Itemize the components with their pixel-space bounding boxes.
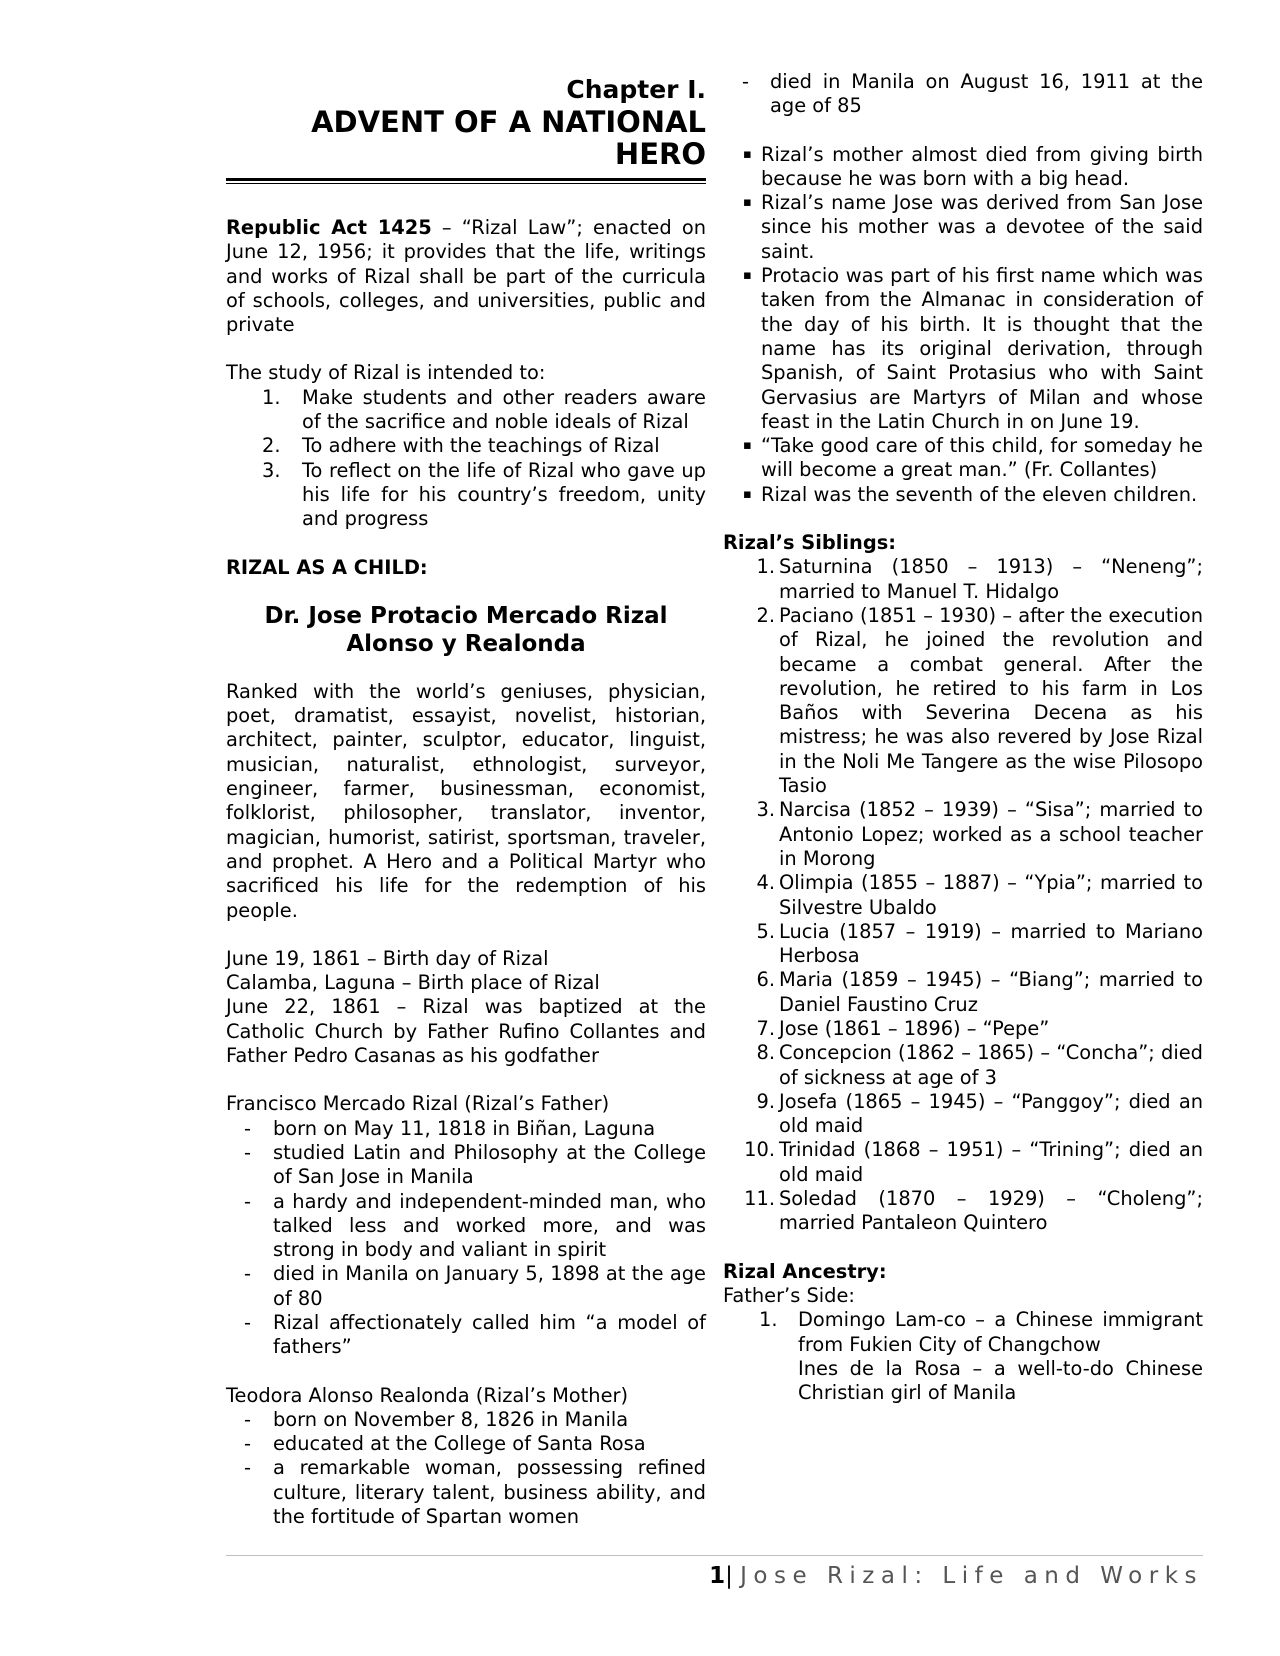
list-text: Olimpia (1855 – 1887) – “Ypia”; married to Silvestre Ubaldo [779, 871, 1203, 919]
footer-separator: | [725, 1563, 733, 1589]
list-text: educated at the College of Santa Rosa [273, 1432, 646, 1456]
list-number: 7. [756, 1016, 775, 1040]
list-item [723, 798, 1203, 871]
list-text: Rizal was the seventh of the eleven children. [761, 482, 1198, 506]
list-number: 3. [262, 458, 281, 482]
list-item: - born on November 8, 1826 in Manila [244, 1407, 629, 1431]
mother-list-continued [723, 70, 1203, 119]
list-item [226, 459, 706, 532]
ancestry-list [723, 1308, 1203, 1405]
siblings-list [723, 555, 1203, 1235]
mother-heading: Teodora Alonso Realonda (Rizal’s Mother) [226, 1383, 629, 1407]
list-number: 1. [262, 385, 281, 409]
list-item: ▪ Rizal was the seventh of the eleven children. [743, 482, 1198, 506]
list-text: Protacio was part of his first name which was taken from the Almanac in consideration of the day of his birth. It is thought that the name has its original derivation, through Spanish, of Saint Protasius who with Saint Gervasius are Martyrs of Milan and whose feast in the Latin Church in on June 19. [761, 264, 1203, 433]
list-text: born on May 11, 1818 in Biñan, Laguna [273, 1116, 656, 1140]
list-text: Trinidad (1868 – 1951) – “Trining”; died an old maid [779, 1138, 1203, 1186]
list-number: 10. [744, 1138, 775, 1162]
list-text: Josefa (1865 – 1945) – “Panggoy”; died an old maid [779, 1089, 1203, 1138]
list-item: ▪ Rizal’s mother almost died from giving birth because he was born with a big head. [743, 142, 1203, 190]
list-item [723, 1041, 1203, 1090]
list-number: 2. [756, 603, 775, 627]
list-number: 11. [744, 1187, 775, 1211]
list-number: 1. [759, 1308, 778, 1332]
list-number: 8. [756, 1041, 775, 1065]
page-footer [709, 1562, 1203, 1590]
list-item: ▪ Protacio was part of his first name which was taken from the Almanac in consideration of the day of his birth. It is thought that the name has its original derivation, through Spanish, of Saint Protasius who with Saint Gervasius are Martyrs of Milan and whose feast in the Latin Church in on June 19. [743, 264, 1203, 433]
list-text: Jose (1861 – 1896) – “Pepe” [779, 1016, 1050, 1040]
list-item [723, 1308, 1203, 1405]
mother-list [226, 1408, 706, 1529]
list-number: 6. [756, 968, 775, 992]
birth-day: June 19, 1861 – Birth day of Rizal [226, 946, 549, 970]
study-intro: The study of Rizal is intended to: [226, 361, 546, 385]
list-item: - Rizal affectionately called him “a model of fathers” [244, 1310, 706, 1359]
chapter-number: Chapter I. [566, 75, 706, 104]
list-item: - died in Manila on January 5, 1898 at the age of 80 [244, 1262, 706, 1310]
ranked-paragraph: Ranked with the world’s geniuses, physician, poet, dramatist, essayist, novelist, historian, architect, painter, sculptor, educator, linguist, musician, naturalist, ethnologist, surveyor, engineer, farmer, businessman, economist, folklorist, philosopher, translator, inventor, magician, humorist, satirist, sportsman, traveler, and prophet. A Hero and a Political Martyr who sacrificed his life for the redemption of his people. [226, 679, 706, 922]
full-name-line-1: Dr. Jose Protacio Mercado Rizal [264, 602, 668, 629]
right-column [723, 70, 1203, 1405]
baptized: June 22, 1861 – Rizal was baptized at the Catholic Church by Father Rufino Collantes and Father Pedro Casanas as his godfather [226, 995, 706, 1068]
footer-rule [226, 1555, 1203, 1556]
ancestry-heading: Rizal Ancestry: [723, 1259, 887, 1283]
list-number: 3. [756, 798, 775, 822]
father-list [226, 1117, 706, 1360]
list-item [723, 1017, 1203, 1041]
list-text: Rizal affectionately called him “a model of fathers” [273, 1310, 706, 1359]
list-text: Rizal’s name Jose was derived from San Jose since his mother was a devotee of the said saint. [761, 191, 1203, 263]
birth-place: Calamba, Laguna – Birth place of Rizal [226, 971, 600, 995]
study-list [226, 386, 706, 532]
list-number: 4. [756, 871, 775, 895]
list-text: a remarkable woman, possessing refined culture, literary talent, business ability, and the fortitude of Spartan women [273, 1456, 706, 1529]
list-item: ▪ “Take good care of this child, for someday he will become a great man.” (Fr. Collantes) [743, 434, 1203, 482]
father-side-label: Father’s Side: [723, 1283, 855, 1307]
list-number: 2. [262, 434, 281, 458]
list-item [723, 1187, 1203, 1236]
list-item: - died in Manila on August 16, 1911 at the age of 85 [742, 70, 1203, 118]
list-text: a hardy and independent-minded man, who talked less and worked more, and was strong in body and valiant in spirit [273, 1189, 706, 1262]
list-text: Lucia (1857 – 1919) – married to Mariano Herbosa [779, 919, 1203, 968]
list-text: Domingo Lam-co – a Chinese immigrant from Fukien City of Changchow [798, 1308, 1203, 1356]
siblings-heading: Rizal’s Siblings: [723, 531, 897, 555]
list-item [723, 920, 1203, 969]
list-item: ▪ Rizal’s name Jose was derived from San Jose since his mother was a devotee of the said saint. [743, 191, 1203, 263]
list-text: died in Manila on August 16, 1911 at the age of 85 [770, 70, 1203, 118]
full-name-line-2: Alonso y Realonda [346, 630, 586, 657]
list-text: Rizal’s mother almost died from giving birth because he was born with a big head. [761, 142, 1203, 190]
list-number: 5. [756, 919, 775, 943]
left-column [226, 70, 706, 1529]
chapter-header [226, 74, 706, 170]
republic-act-paragraph [226, 216, 706, 337]
republic-act-label: Republic Act 1425 [226, 216, 432, 239]
list-text: Concepcion (1862 – 1865) – “Concha”; died of sickness at age of 3 [779, 1041, 1203, 1089]
page-number: 1 [709, 1563, 726, 1589]
list-text: Narcisa (1852 – 1939) – “Sisa”; married to Antonio Lopez; worked as a school teacher in Morong [779, 798, 1203, 870]
list-text: Ines de la Rosa – a well-to-do Chinese Christian girl of Manila [798, 1356, 1203, 1405]
list-item: - a hardy and independent-minded man, who talked less and worked more, and was strong in body and valiant in spirit [244, 1189, 706, 1262]
list-text: To adhere with the teachings of Rizal [302, 434, 660, 458]
list-item [226, 386, 706, 435]
list-text: Paciano (1851 – 1930) – after the execution of Rizal, he joined the revolution and became a combat general. After the revolution, he retired to his farm in Los Baños with Severina Decena as his mistress; he was also revered by Jose Rizal in the Noli Me Tangere as the wise Pilosopo Tasio [779, 603, 1203, 798]
child-heading: RIZAL AS A CHILD: [226, 555, 428, 579]
footer-title: Jose Rizal: Life and Works [740, 1563, 1203, 1589]
list-item: - a remarkable woman, possessing refined culture, literary talent, business ability, and the fortitude of Spartan women [244, 1456, 706, 1529]
list-text: “Take good care of this child, for someday he will become a great man.” (Fr. Collantes) [761, 434, 1203, 482]
list-text: Maria (1859 – 1945) – “Biang”; married to Daniel Faustino Cruz [779, 968, 1203, 1016]
list-item [723, 1138, 1203, 1187]
list-item: - educated at the College of Santa Rosa [244, 1432, 646, 1456]
list-item [226, 434, 706, 458]
list-text: Soledad (1870 – 1929) – “Choleng”; married Pantaleon Quintero [779, 1187, 1203, 1235]
list-text: Saturnina (1850 – 1913) – “Neneng”; married to Manuel T. Hidalgo [779, 555, 1203, 603]
father-heading: Francisco Mercado Rizal (Rizal’s Father) [226, 1092, 610, 1116]
republic-act-text: – “Rizal Law”; enacted on June 12, 1956; it provides that the life, writings and works of Rizal shall be part of the curricula of schools, colleges, and universities, public and private [226, 216, 706, 337]
list-text: born on November 8, 1826 in Manila [273, 1407, 629, 1431]
list-text: died in Manila on January 5, 1898 at the age of 80 [273, 1262, 706, 1310]
list-item: - born on May 11, 1818 in Biñan, Laguna [244, 1116, 656, 1140]
list-item [723, 555, 1203, 604]
list-number: 9. [756, 1089, 775, 1113]
list-text: studied Latin and Philosophy at the College of San Jose in Manila [273, 1140, 706, 1189]
list-item [723, 968, 1203, 1017]
list-item [723, 604, 1203, 798]
birth-facts-list [723, 143, 1203, 507]
list-text: To reflect on the life of Rizal who gave up his life for his country’s freedom, unity and progress [302, 458, 706, 531]
list-item [723, 1090, 1203, 1139]
list-text: Make students and other readers aware of the sacrifice and noble ideals of Rizal [302, 385, 706, 434]
list-number: 1. [756, 555, 775, 579]
list-item: - studied Latin and Philosophy at the College of San Jose in Manila [244, 1140, 706, 1189]
chapter-title: ADVENT OF A NATIONAL HERO [311, 105, 706, 171]
list-item [723, 871, 1203, 920]
